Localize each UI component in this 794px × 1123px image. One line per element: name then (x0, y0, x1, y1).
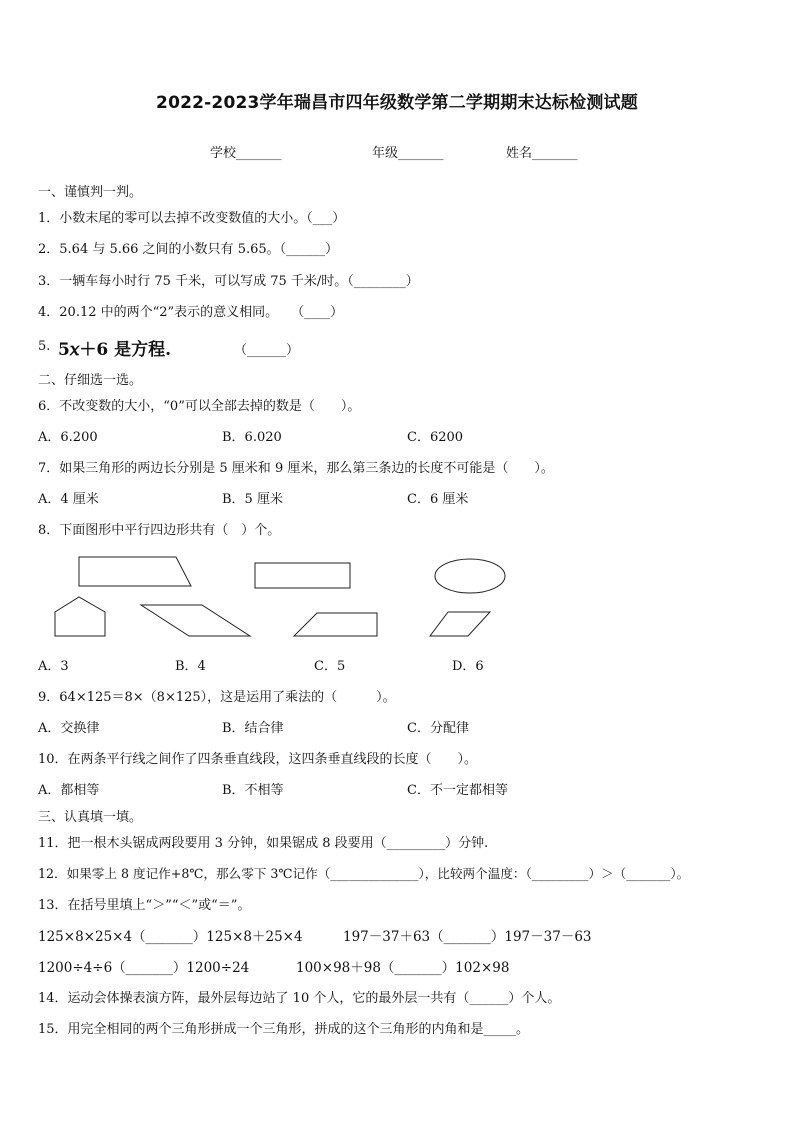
q6-option-c: C．6200 (407, 430, 464, 445)
q10-option-c: C．不一定都相等 (407, 783, 508, 798)
question-6: 6．不改变数的大小，“0”可以全部去掉的数是（ ）。 (38, 399, 361, 414)
question-5-blank: （______） (234, 343, 300, 358)
section-heading-1: 一、谨慎判一判。 (38, 185, 143, 200)
name-field: 姓名_______ (506, 146, 578, 161)
question-5: 5𝑥＋6 是方程. (58, 340, 172, 360)
q8-option-a: A．3 (38, 659, 69, 674)
school-field: 学校_______ (210, 146, 282, 161)
q13-item-2: 197－37＋63（_______）197－37－63 (343, 929, 592, 945)
question-11: 11．把一根木头锯成两段要用 3 分钟，如果锯成 8 段要用（_________）分钟. (38, 836, 489, 851)
rectangle-shape (255, 563, 350, 588)
question-1: 1．小数末尾的零可以去掉不改变数值的大小。（___） (38, 211, 346, 226)
question-15: 15．用完全相同的两个三角形拼成一个三角形，拼成的这个三角形的内角和是_____。 (38, 1022, 530, 1037)
question-14: 14．运动会体操表演方阵，最外层每边站了 10 个人，它的最外层一共有（______）个人。 (38, 991, 561, 1006)
q10-option-b: B．不相等 (222, 783, 284, 798)
question-13: 13．在括号里填上“＞”“＜”或“＝”。 (38, 898, 251, 913)
section-heading-2: 二、仔细选一选。 (38, 373, 143, 388)
q7-option-c: C．6 厘米 (407, 492, 469, 507)
q6-option-b: B．6.020 (222, 430, 282, 445)
question-5-number: 5. (38, 339, 51, 354)
q9-option-a: A．交换律 (38, 721, 100, 736)
q8-option-d: D．6 (452, 659, 484, 674)
question-4: 4．20.12 中的两个“2”表示的意义相同。 （____） (38, 305, 344, 320)
q7-option-b: B．5 厘米 (222, 492, 283, 507)
q9-option-c: C．分配律 (407, 721, 469, 736)
q8-option-b: B．4 (175, 659, 206, 674)
question-9: 9．64×125＝8×（8×125），这是运用了乘法的（ ）。 (38, 690, 396, 705)
q7-option-a: A．4 厘米 (38, 492, 99, 507)
parallelogram-shape-1 (141, 605, 250, 636)
question-2: 2．5.64 与 5.66 之间的小数只有 5.65。（______） (38, 242, 339, 257)
pentagon-shape (55, 597, 105, 636)
trapezoid-shape (79, 557, 191, 586)
question-10: 10．在两条平行线之间作了四条垂直线段，这四条垂直线段的长度（ ）。 (38, 752, 478, 767)
q13-item-3: 1200÷4÷6（_______）1200÷24 (38, 960, 250, 976)
q13-item-1: 125×8×25×4（_______）125×8＋25×4 (38, 929, 303, 945)
section-heading-3: 三、认真填一填。 (38, 810, 143, 825)
q13-item-4: 100×98＋98（_______）102×98 (296, 960, 510, 976)
parallelogram-shape-3 (430, 612, 490, 636)
question-7: 7．如果三角形的两边长分别是 5 厘米和 9 厘米，那么第三条边的长度不可能是（ ）。 (38, 461, 554, 476)
question-12: 12．如果零上 8 度记作+8℃，那么零下 3℃记作（______________），比较两个温度：（_________）＞（_______）。 (38, 866, 690, 881)
ellipse-shape (435, 559, 505, 593)
question-3: 3．一辆车每小时行 75 千米，可以写成 75 千米/时。（________） (38, 274, 419, 289)
q6-option-a: A．6.200 (38, 430, 98, 445)
q8-figure-group (48, 552, 528, 644)
page-title: 2022-2023学年瑞昌市四年级数学第二学期期末达标检测试题 (156, 93, 638, 113)
question-8: 8．下面图形中平行四边形共有（ ）个。 (38, 523, 281, 538)
q8-option-c: C．5 (314, 659, 346, 674)
parallelogram-shape-2 (294, 613, 377, 636)
grade-field: 年级_______ (372, 146, 444, 161)
q10-option-a: A．都相等 (38, 783, 100, 798)
q9-option-b: B．结合律 (222, 721, 284, 736)
